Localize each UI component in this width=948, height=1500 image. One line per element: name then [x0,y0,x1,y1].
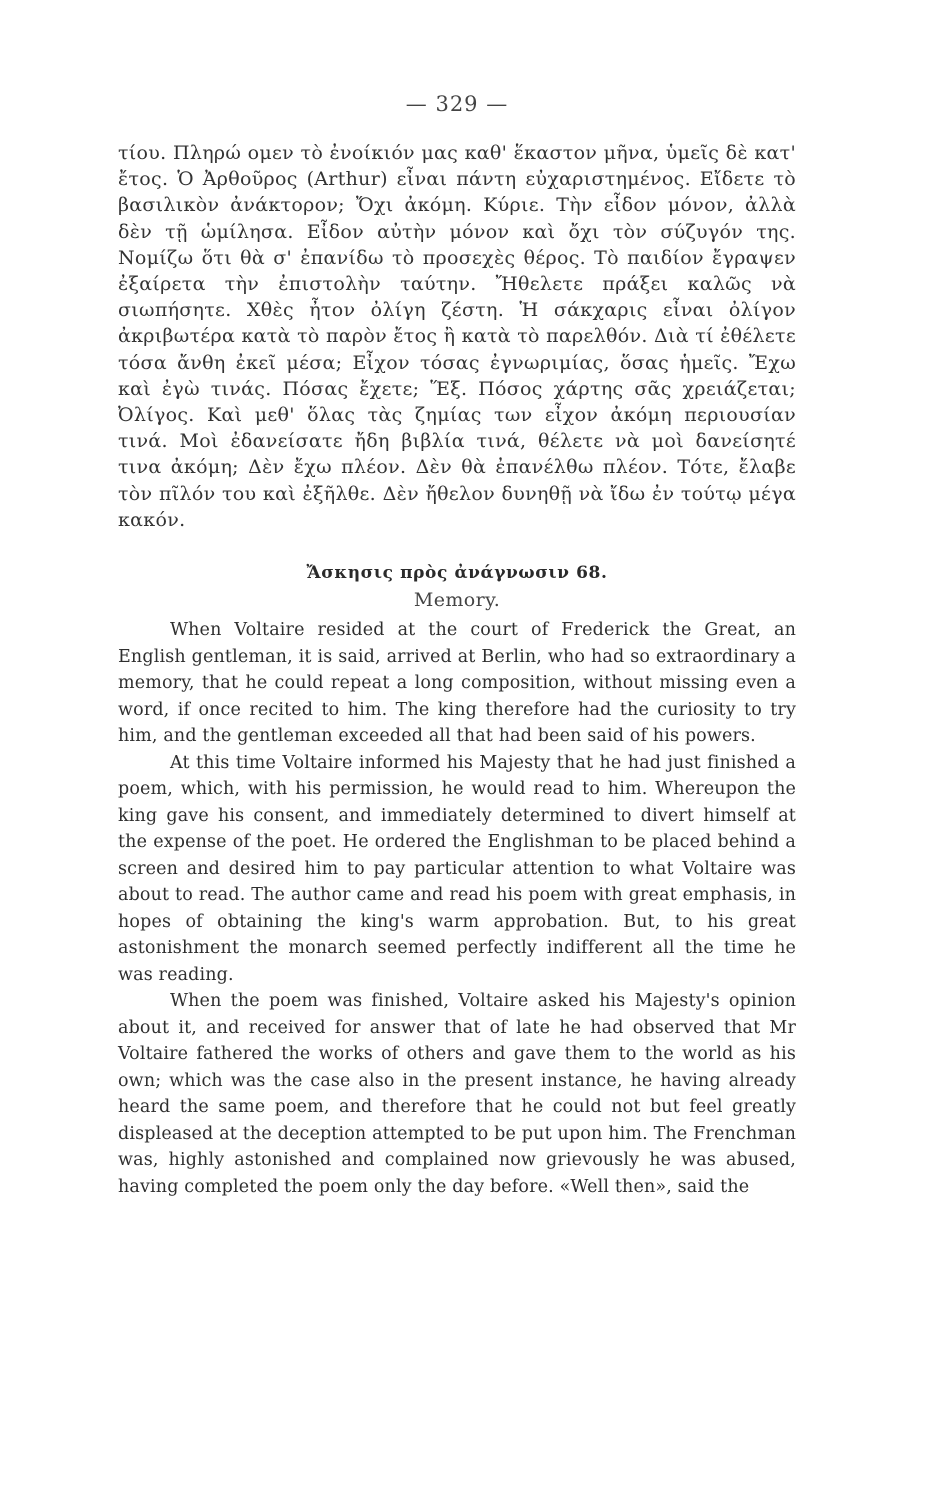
english-reading-text [118,617,796,1200]
english-paragraph-1: When Voltaire resided at the court of Frederick the Great, an English gentleman, it is said, arrived at Berlin, who had so extraordinary a memory, that he could repeat a long composition, without missing even a word, if once recited to him. The king therefore had the curiosity to try him, and the gentleman exceeded all that had been said of his powers. [118,620,796,747]
greek-exercise-text [118,140,796,533]
exercise-title: Memory. [413,589,501,612]
exercise-heading: Ἄσκησις πρὸς ἀνάγνωσιν 68. [306,563,608,584]
greek-paragraph: τίου. Πληρώ ομεν τὸ ἐνοίκιόν μας καθ' ἕκαστον μῆνα, ὑμεῖς δὲ κατ' ἔτος. Ὁ Ἀρθοῦρος (Arthur) εἶναι πάντη εὐχαριστημένος. Εἴδετε τὸ βασιλικὸν ἀνάκτορον; Ὄχι ἀκόμη. Κύριε. Τὴν εἶδον μόνον, ἀλλὰ δὲν τῇ ὡμίλησα. Εἶδον αὐτὴν μόνον καὶ ὄχι τὸν σύζυγόν της. Νομίζω ὅτι θὰ σ' ἐπανίδω τὸ προσεχὲς θέρος. Τὸ παιδίον ἔγραψεν ἐξαίρετα τὴν ἐπιστολὴν ταύτην. Ἤθελετε πράξει καλῶς νὰ σιωπήσητε. Χθὲς ἦτον ὀλίγη ζέστη. Ἡ σάκχαρις εἶναι ὀλίγον ἀκριβωτέρα κατὰ τὸ παρὸν ἔτος ἢ κατὰ τὸ παρελθόν. Διὰ τί ἐθέλετε τόσα ἄνθη ἐκεῖ μέσα; Εἶχον τόσας ἐγνωριμίας, ὅσας ἡμεῖς. Ἔχω καὶ ἐγὼ τινάς. Πόσας ἔχετε; Ἕξ. Πόσος χάρτης σᾶς χρειάζεται; Ὀλίγος. Καὶ μεθ' ὅλας τὰς ζημίας των εἶχον ἀκόμη περιουσίαν τινά. Μοὶ ἐδανείσατε ἤδη βιβλία τινά, θέλετε νὰ μοὶ δανείσητέ τινα ἀκόμη; Δὲν ἔχω πλέον. Δὲν θὰ ἐπανέλθω πλέον. Τότε, ἔλαβε τὸν πῖλόν του καὶ ἐξῆλθε. Δὲν ἤθελον δυνηθῇ νὰ ἴδω ἐν τούτῳ μέγα κακόν. [118,142,796,531]
book-page [118,92,796,1200]
english-paragraph-3: When the poem was finished, Voltaire asked his Majesty's opinion about it, and received for answer that of late he had observed that Mr Voltaire fathered the works of others and gave them to the world as his own; which was the case also in the present instance, he having already heard the same poem, and therefore that he could not but feel greatly displeased at the deception attempted to be put upon him. The Frenchman was, highly astonished and complained now grievously he was abused, having completed the poem only the day before. «Well then», said the [118,991,796,1197]
english-paragraph-2: At this time Voltaire informed his Majesty that he had just finished a poem, which, with his permission, he would read to him. Whereupon the king gave his consent, and immediately determined to divert himself at the expense of the poet. He ordered the Englishman to be placed behind a screen and desired him to pay particular attention to what Voltaire was about to read. The author came and read his poem with great emphasis, in hopes of obtaining the king's warm approbation. But, to his great astonishment the monarch seemed perfectly indifferent all the time he was reading. [118,752,796,985]
page-number: — 329 — [405,92,509,116]
